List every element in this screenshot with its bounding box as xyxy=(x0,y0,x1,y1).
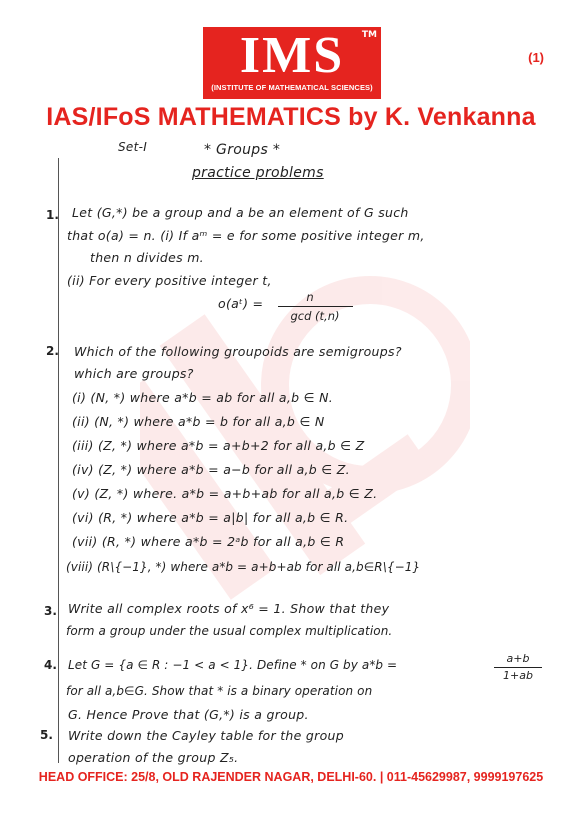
problem-2-item-7: (vii) (R, *) where a*b = 2ᵃb for all a,b ∈ R xyxy=(72,534,345,549)
problem-2-item-5: (v) (Z, *) where. a*b = a+b+ab for all a,b ∈ Z. xyxy=(72,486,378,501)
problem-2-line-2: which are groups? xyxy=(74,366,194,381)
problem-2-number: 2. xyxy=(46,344,59,358)
header-title: IAS/IFoS MATHEMATICS by K. Venkanna xyxy=(46,103,536,131)
problem-4-fraction-denominator: 1+ab xyxy=(503,669,533,682)
problem-2-item-8: (viii) (R\{−1}, *) where a*b = a+b+ab for all a,b∈R\{−1} xyxy=(66,560,421,574)
problem-1-line-1: Let (G,*) be a group and a be an element of G such xyxy=(72,205,409,220)
problem-2-item-6: (vi) (R, *) where a*b = a|b| for all a,b ∈ R. xyxy=(72,510,349,525)
problem-3-line-2: form a group under the usual complex multiplication. xyxy=(66,624,393,638)
problem-1-line-3: then n divides m. xyxy=(90,250,204,265)
problem-2-item-2: (ii) (N, *) where a*b = b for all a,b ∈ N xyxy=(72,414,325,429)
problem-2-item-4: (iv) (Z, *) where a*b = a−b for all a,b ∈ Z. xyxy=(72,462,350,477)
problem-4-line-1: Let G = {a ∈ R : −1 < a < 1}. Define * on G by a*b = xyxy=(68,658,398,672)
logo-trademark: TM xyxy=(361,30,377,40)
problem-2-line-1: Which of the following groupoids are semigroups? xyxy=(74,344,402,359)
problem-3-line-1: Write all complex roots of x⁶ = 1. Show that they xyxy=(68,601,390,616)
problem-1-fraction-bar xyxy=(278,306,353,307)
problem-1-number: 1. xyxy=(46,208,59,222)
problem-1-line-2: that o(a) = n. (i) If aᵐ = e for some positive integer m, xyxy=(67,228,425,243)
problem-5-line-2: operation of the group Z₅. xyxy=(68,750,239,765)
problem-4-fraction-numerator: a+b xyxy=(506,652,530,665)
problem-1-line-4: (ii) For every positive integer t, xyxy=(67,273,272,288)
problem-3-number: 3. xyxy=(44,604,57,618)
problem-1-formula-lhs: o(aᵗ) = xyxy=(218,296,264,311)
set-label: Set-I xyxy=(118,140,148,154)
problem-4-line-3: G. Hence Prove that (G,*) is a group. xyxy=(68,707,309,722)
footer-address: HEAD OFFICE: 25/8, OLD RAJENDER NAGAR, DELHI-60. | 011-45629987, 9999197625 xyxy=(38,770,544,784)
problem-1-formula-numerator: n xyxy=(306,290,314,304)
logo-subtitle: (INSTITUTE OF MATHEMATICAL SCIENCES) xyxy=(211,83,373,92)
problem-2-item-3: (iii) (Z, *) where a*b = a+b+2 for all a,b ∈ Z xyxy=(72,438,365,453)
topic-title: * Groups * xyxy=(204,142,281,158)
problem-5-line-1: Write down the Cayley table for the group xyxy=(68,728,344,743)
problem-2-item-1: (i) (N, *) where a*b = ab for all a,b ∈ N. xyxy=(72,390,334,405)
margin-line xyxy=(58,158,59,763)
ims-logo xyxy=(203,27,381,99)
logo-text: IMS xyxy=(239,27,345,84)
problem-5-number: 5. xyxy=(40,728,53,742)
problem-4-line-2: for all a,b∈G. Show that * is a binary operation on xyxy=(66,684,373,698)
problem-4-fraction-bar xyxy=(494,667,542,668)
problem-1-formula-denominator: gcd (t,n) xyxy=(290,309,340,323)
page-number: (1) xyxy=(528,50,544,65)
subtitle: practice problems xyxy=(192,165,324,181)
problem-4-number: 4. xyxy=(44,658,57,672)
